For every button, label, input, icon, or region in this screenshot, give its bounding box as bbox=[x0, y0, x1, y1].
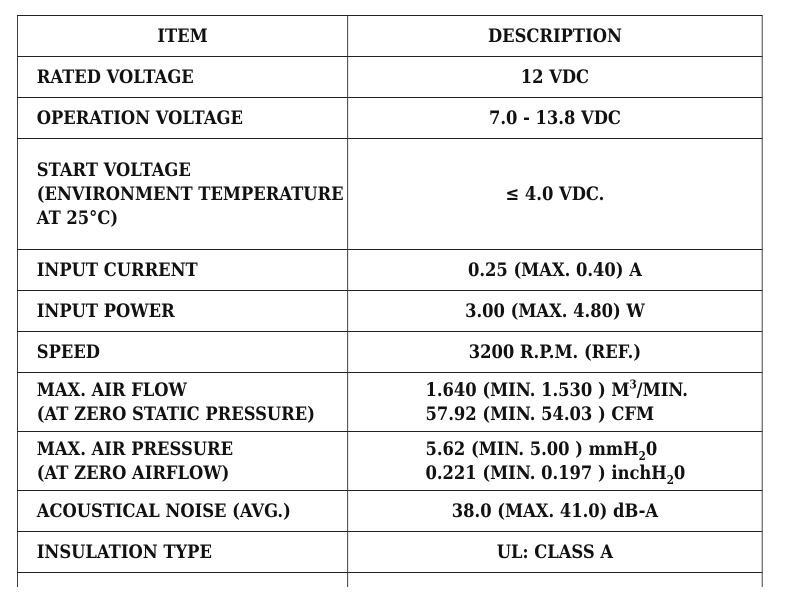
item-text: OPERATION VOLTAGE bbox=[36, 107, 243, 129]
table-row bbox=[17, 250, 762, 291]
item-text: START VOLTAGE bbox=[36, 159, 191, 181]
description-text: 3200 R.P.M. (REF.) bbox=[468, 341, 642, 363]
description-cell bbox=[348, 332, 763, 373]
item-cell bbox=[17, 332, 347, 373]
superscript: 3 bbox=[629, 377, 637, 392]
table-row-cut bbox=[17, 573, 762, 588]
item-cell bbox=[17, 291, 347, 332]
item-text: ACOUSTICAL NOISE (AVG.) bbox=[36, 500, 291, 522]
header-description: DESCRIPTION bbox=[348, 16, 763, 57]
empty-cell bbox=[348, 573, 763, 588]
table-row bbox=[17, 332, 762, 373]
subscript: 2 bbox=[666, 472, 674, 487]
description-cell bbox=[348, 57, 763, 98]
description-cell bbox=[348, 491, 763, 532]
item-text: (ENVIRONMENT TEMPERATURE bbox=[36, 183, 344, 205]
description-text: 57.92 (MIN. 54.03 ) CFM bbox=[425, 403, 655, 425]
description-text: 3.00 (MAX. 4.80) W bbox=[465, 300, 645, 322]
description-cell bbox=[348, 373, 763, 432]
item-text: RATED VOLTAGE bbox=[36, 66, 194, 88]
table-row bbox=[17, 57, 762, 98]
table-row bbox=[17, 373, 762, 432]
description-text: /MIN. bbox=[636, 379, 688, 401]
description-text: UL: CLASS A bbox=[496, 541, 614, 563]
description-text: 1.640 (MIN. 1.530 ) M bbox=[425, 379, 630, 401]
table-row bbox=[17, 139, 762, 250]
item-text: (AT ZERO STATIC PRESSURE) bbox=[36, 403, 315, 425]
description-text: 0 bbox=[645, 438, 658, 460]
item-cell bbox=[17, 491, 347, 532]
table-row bbox=[17, 98, 762, 139]
description-cell bbox=[348, 250, 763, 291]
description-cell bbox=[348, 139, 763, 250]
specification-table bbox=[17, 15, 763, 587]
description-text: 7.0 - 13.8 VDC bbox=[488, 107, 621, 129]
empty-cell bbox=[17, 573, 347, 588]
description-line bbox=[426, 461, 743, 485]
item-text: SPEED bbox=[36, 341, 100, 363]
item-cell bbox=[17, 139, 347, 250]
item-cell bbox=[17, 373, 347, 432]
item-cell bbox=[17, 532, 347, 573]
description-text: 38.0 (MAX. 41.0) dB-A bbox=[451, 500, 659, 522]
description-cell bbox=[348, 291, 763, 332]
table-row bbox=[17, 291, 762, 332]
description-text: 5.62 (MIN. 5.00 ) mmH bbox=[425, 438, 639, 460]
table-row bbox=[17, 432, 762, 491]
description-text: 0.221 (MIN. 0.197 ) inchH bbox=[425, 462, 667, 484]
description-line bbox=[426, 437, 743, 461]
description-text: ≤ 4.0 VDC. bbox=[505, 183, 605, 205]
item-text: (AT ZERO AIRFLOW) bbox=[36, 462, 230, 484]
subscript: 2 bbox=[638, 448, 646, 463]
description-text: 0.25 (MAX. 0.40) A bbox=[467, 259, 642, 281]
description-line bbox=[426, 378, 743, 402]
item-cell bbox=[17, 432, 347, 491]
item-text: MAX. AIR FLOW bbox=[36, 379, 187, 401]
item-cell bbox=[17, 98, 347, 139]
description-text: 12 VDC bbox=[520, 66, 590, 88]
table-row bbox=[17, 532, 762, 573]
item-text: AT 25°C) bbox=[36, 207, 119, 229]
item-text: INSULATION TYPE bbox=[36, 541, 212, 563]
description-text: 0 bbox=[673, 462, 686, 484]
item-cell bbox=[17, 250, 347, 291]
header-item: ITEM bbox=[17, 16, 347, 57]
item-text: MAX. AIR PRESSURE bbox=[36, 438, 234, 460]
description-cell bbox=[348, 432, 763, 491]
table-row bbox=[17, 491, 762, 532]
description-cell bbox=[348, 532, 763, 573]
item-text: INPUT POWER bbox=[36, 300, 175, 322]
item-cell bbox=[17, 57, 347, 98]
description-cell bbox=[348, 98, 763, 139]
table-header-row bbox=[17, 16, 762, 57]
item-text: INPUT CURRENT bbox=[36, 259, 198, 281]
